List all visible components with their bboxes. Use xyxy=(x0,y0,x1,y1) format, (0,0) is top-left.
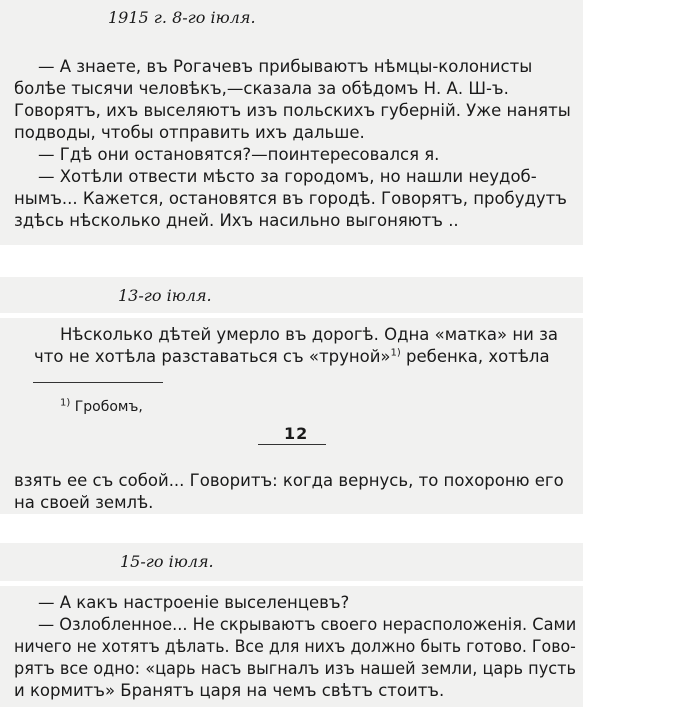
text-line xyxy=(38,56,568,78)
text-line: взять ее съ собой... Говоритъ: когда вернусь, то похороню его xyxy=(14,471,564,490)
text-line: рятъ все одно: «царь насъ выгналъ изъ нашей земли, царь пусть xyxy=(14,659,576,678)
scan-strip-2 xyxy=(0,277,583,313)
text-line: здѣсь нѣсколько дней. Ихъ насильно выгоняютъ .. xyxy=(14,211,459,230)
text-line: — Озлобленное... Не скрываютъ своего нерасположенія. Сами xyxy=(38,615,577,634)
text-line: ничего не хотятъ дѣлать. Все для нихъ должно быть готово. Гово- xyxy=(14,637,576,656)
footnote xyxy=(60,396,143,418)
page-number-rule xyxy=(258,444,326,445)
text-line-content: ребенка, хотѣла xyxy=(400,347,550,366)
scan-strip-4 xyxy=(0,543,583,581)
text-line: — А какъ настроеніе выселенцевъ? xyxy=(38,593,350,612)
text-line: — Хотѣли отвести мѣсто за городомъ, но нашли неудоб- xyxy=(38,167,537,186)
text-line: болѣе тысячи человѣкъ,—сказала за обѣдомъ Н. А. Ш-ъ. xyxy=(14,79,509,98)
text-line: нымъ... Кажется, остановятся въ городѣ. Говорятъ, пробудутъ xyxy=(14,189,567,208)
text-line-content: что не хотѣла разставаться съ «труной» xyxy=(34,347,391,366)
entry-date: 1915 г. 8-го іюля. xyxy=(108,8,256,27)
text-line: на своей землѣ. xyxy=(14,493,154,512)
text-line-content: — А знаете, въ Рогачевъ прибываютъ нѣмцы-колонисты xyxy=(38,57,533,76)
page-number: 12 xyxy=(284,424,309,443)
text-line xyxy=(34,346,550,368)
footnote-mark: 1) xyxy=(60,397,71,409)
text-line: Нѣсколько дѣтей умерло въ дорогѣ. Одна «матка» ни за xyxy=(60,325,558,344)
text-line: и кормитъ» Бранятъ царя на чемъ свѣтъ стоитъ. xyxy=(14,681,445,700)
text-line: подводы, чтобы отправить ихъ дальше. xyxy=(14,123,365,142)
entry-date: 13-го іюля. xyxy=(118,286,212,305)
footnote-rule xyxy=(33,382,163,383)
entry-date: 15-го іюля. xyxy=(120,552,214,571)
text-line: — Гдѣ они остановятся?—поинтересовался я. xyxy=(38,145,440,164)
footnote-ref: 1) xyxy=(390,347,401,359)
text-line: Говорятъ, ихъ выселяютъ изъ польскихъ губерній. Уже наняты xyxy=(14,101,571,120)
footnote-text: Гробомъ, xyxy=(70,399,143,415)
